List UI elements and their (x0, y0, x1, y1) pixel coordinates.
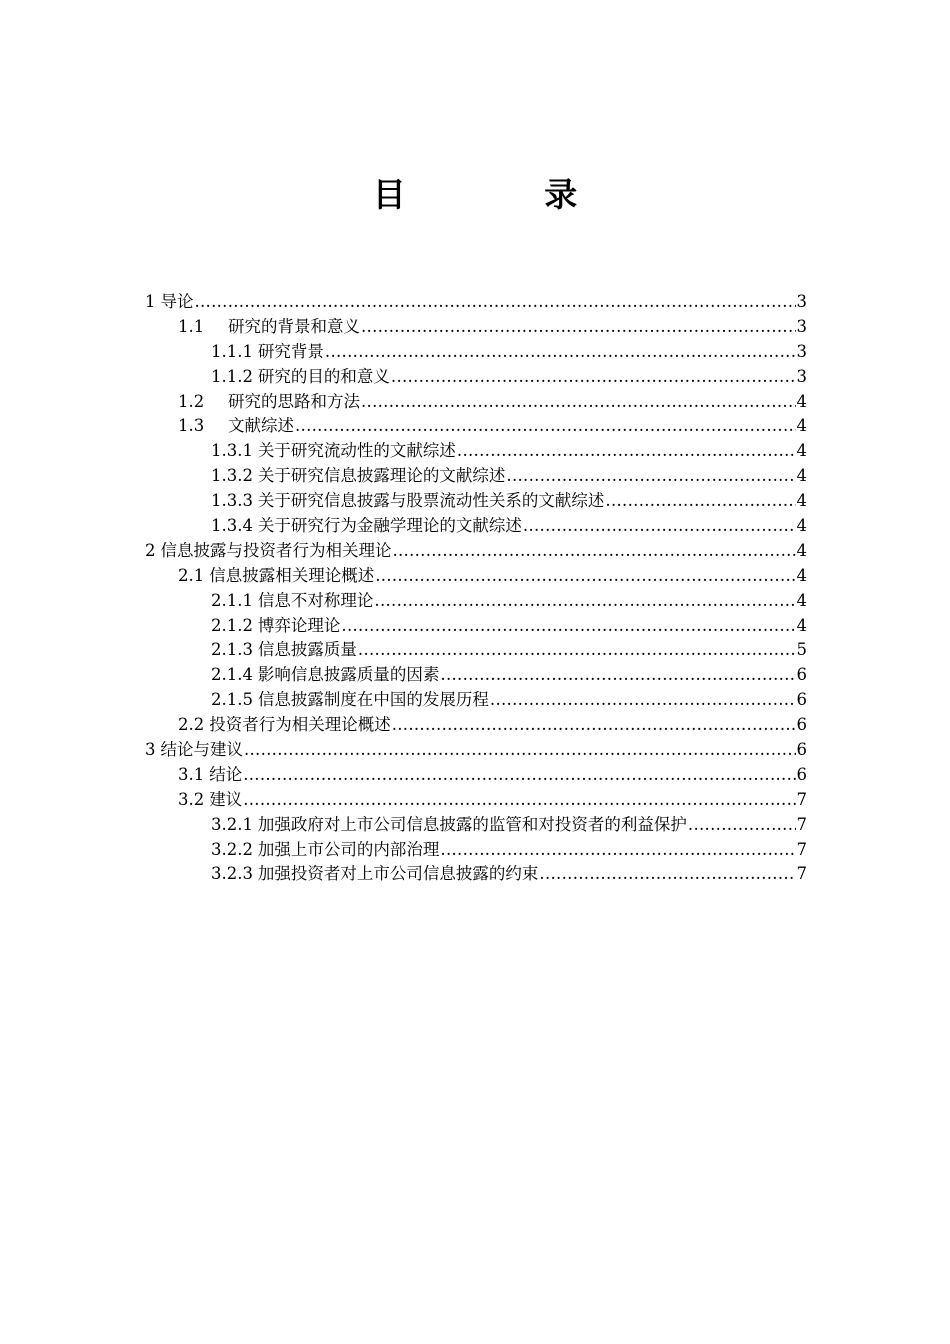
toc-number: 2.2 (178, 715, 205, 735)
toc-label: 文献综述 (228, 416, 294, 436)
toc-page-number: 4 (796, 441, 807, 461)
toc-entry[interactable] (145, 390, 807, 415)
toc-label: 加强政府对上市公司信息披露的监管和对投资者的利益保护 (257, 814, 687, 834)
toc-page-number: 3 (796, 292, 807, 311)
dot-leader (375, 564, 795, 589)
toc-number: 1.1.1 (211, 341, 253, 361)
dot-leader (374, 589, 795, 614)
toc-number: 1.2 (178, 391, 205, 411)
dot-leader (361, 390, 796, 415)
dot-leader (361, 315, 796, 340)
toc-number: 2.1.5 (211, 690, 253, 710)
toc-entry[interactable] (145, 813, 807, 838)
toc-label: 信息披露质量 (257, 640, 357, 660)
toc-page-number: 4 (796, 391, 807, 411)
toc-page-number: 4 (796, 590, 807, 610)
toc-entry[interactable] (145, 489, 807, 514)
toc-number: 2 (145, 540, 156, 560)
toc-entry[interactable] (145, 838, 807, 863)
toc-number: 3.1 (178, 764, 205, 784)
toc-label: 研究背景 (257, 341, 324, 361)
toc-label: 信息披露相关理论概述 (209, 565, 375, 585)
toc-number: 1.3.3 (211, 491, 253, 511)
toc-entry[interactable] (145, 763, 807, 788)
toc-page-number: 3 (796, 316, 807, 336)
toc-number: 1.3.2 (211, 466, 253, 486)
toc-label: 信息披露与投资者行为相关理论 (160, 540, 392, 560)
toc-label: 建议 (209, 789, 243, 809)
toc-page-number: 4 (796, 540, 807, 560)
toc-label: 关于研究信息披露与股票流动性关系的文献综述 (257, 491, 605, 511)
toc-entry[interactable] (145, 315, 807, 340)
toc-number: 3.2.2 (211, 839, 253, 859)
toc-label: 导论 (160, 292, 194, 311)
toc-entry[interactable] (145, 414, 807, 439)
toc-label: 关于研究行为金融学理论的文献综述 (257, 516, 522, 536)
toc-label: 研究的背景和意义 (228, 316, 360, 336)
toc-page-number: 4 (796, 416, 807, 436)
toc-entry[interactable] (145, 290, 807, 315)
toc-number: 3.2.1 (211, 814, 253, 834)
toc-page-number: 4 (796, 615, 807, 635)
toc-number: 2.1.2 (211, 615, 253, 635)
dot-leader (539, 862, 795, 887)
toc-label: 投资者行为相关理论概述 (209, 715, 391, 735)
toc-entry[interactable] (145, 589, 807, 614)
toc-page-number: 4 (796, 516, 807, 536)
toc-label: 信息不对称理论 (257, 590, 374, 610)
toc-number: 1 (145, 292, 156, 311)
toc-page-number: 4 (796, 565, 807, 585)
toc-label: 研究的思路和方法 (228, 391, 360, 411)
toc-number: 2.1.1 (211, 590, 253, 610)
toc-label: 博弈论理论 (257, 615, 341, 635)
toc-number: 1.3 (178, 416, 205, 436)
toc-number: 2.1 (178, 565, 205, 585)
toc-label: 结论与建议 (160, 740, 243, 760)
toc-number: 3.2.3 (211, 864, 253, 884)
table-of-contents (145, 290, 807, 887)
toc-page-number: 7 (796, 789, 807, 809)
toc-label: 关于研究信息披露理论的文献综述 (257, 466, 506, 486)
toc-page-number: 7 (796, 839, 807, 859)
toc-label: 研究的目的和意义 (257, 366, 390, 386)
dot-leader (194, 290, 795, 315)
dot-leader (523, 514, 796, 539)
dot-leader (391, 365, 796, 390)
dot-leader (341, 614, 795, 639)
toc-number: 2.1.3 (211, 640, 253, 660)
toc-label: 加强投资者对上市公司信息披露的约束 (257, 864, 539, 884)
toc-page-number: 7 (796, 864, 807, 884)
toc-entry[interactable] (145, 663, 807, 688)
dot-leader (392, 539, 795, 564)
toc-page-number: 4 (796, 466, 807, 486)
toc-entry[interactable] (145, 713, 807, 738)
toc-page-number: 6 (796, 690, 807, 710)
toc-entry[interactable] (145, 439, 807, 464)
dot-leader (490, 688, 796, 713)
toc-entry[interactable] (145, 614, 807, 639)
page-title: 目 录 (372, 175, 631, 214)
toc-entry[interactable] (145, 464, 807, 489)
toc-number: 3 (145, 740, 156, 760)
toc-label: 加强上市公司的内部治理 (257, 839, 440, 859)
toc-entry[interactable] (145, 638, 807, 663)
toc-number: 1.1 (178, 316, 205, 336)
toc-number: 1.3.4 (211, 516, 253, 536)
toc-label: 影响信息披露质量的因素 (257, 665, 440, 685)
toc-page-number: 3 (796, 366, 807, 386)
toc-entry[interactable] (145, 514, 807, 539)
dot-leader (243, 763, 795, 788)
toc-page-number: 3 (796, 341, 807, 361)
toc-entry[interactable] (145, 539, 807, 564)
toc-label: 关于研究流动性的文献综述 (257, 441, 456, 461)
dot-leader (325, 340, 796, 365)
dot-leader (457, 439, 796, 464)
dot-leader (440, 663, 795, 688)
dot-leader (506, 464, 795, 489)
toc-number: 1.3.1 (211, 441, 253, 461)
dot-leader (605, 489, 795, 514)
toc-number: 3.2 (178, 789, 205, 809)
toc-entry[interactable] (145, 688, 807, 713)
dot-leader (440, 838, 795, 863)
toc-label: 结论 (209, 764, 243, 784)
toc-page-number: 6 (796, 715, 807, 735)
dot-leader (295, 414, 796, 439)
toc-entry[interactable] (145, 340, 807, 365)
dot-leader (358, 638, 796, 663)
toc-number: 1.1.2 (211, 366, 253, 386)
dot-leader (243, 788, 795, 813)
toc-page-number: 6 (796, 665, 807, 685)
toc-page-number: 6 (796, 764, 807, 784)
toc-number: 2.1.4 (211, 665, 253, 685)
dot-leader (688, 813, 796, 838)
toc-entry[interactable] (145, 862, 807, 887)
toc-entry[interactable] (145, 788, 807, 813)
toc-entry[interactable] (145, 738, 807, 763)
toc-entry[interactable] (145, 564, 807, 589)
dot-leader (244, 738, 796, 763)
dot-leader (392, 713, 796, 738)
toc-page-number: 5 (796, 640, 807, 660)
toc-page-number: 4 (796, 491, 807, 511)
toc-page-number: 6 (796, 740, 807, 760)
toc-page-number: 7 (796, 814, 807, 834)
toc-entry[interactable] (145, 365, 807, 390)
toc-label: 信息披露制度在中国的发展历程 (257, 690, 489, 710)
